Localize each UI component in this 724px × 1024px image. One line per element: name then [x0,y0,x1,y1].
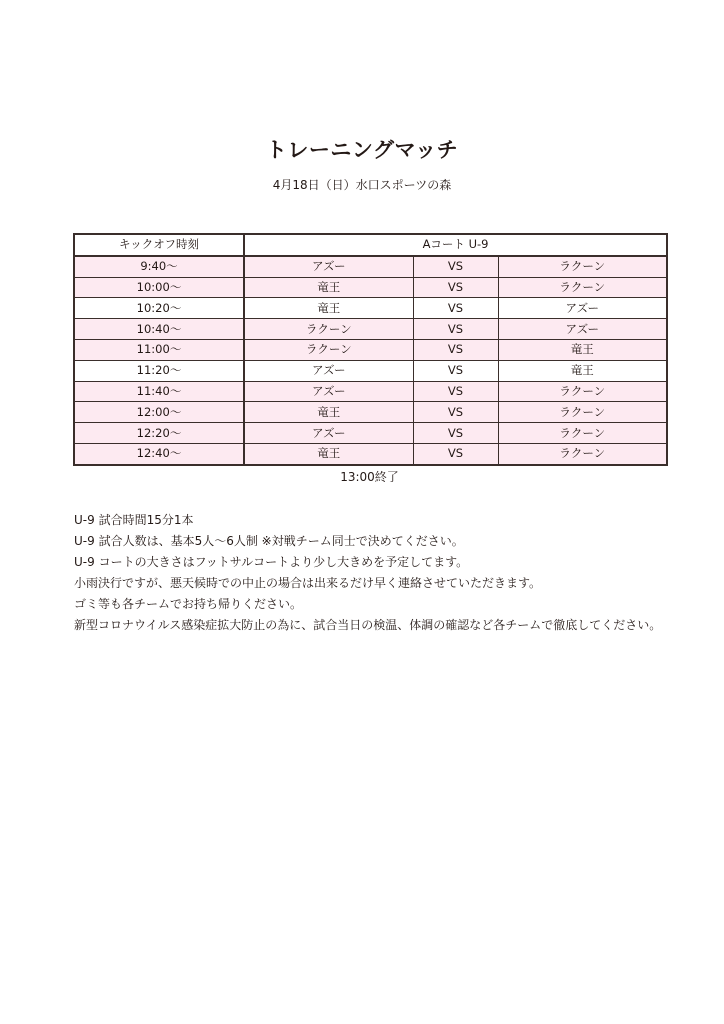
team2-cell: ラクーン [498,381,667,402]
team2-cell: 竜王 [498,339,667,360]
vs-cell: VS [413,443,498,464]
table-row [74,443,667,464]
team2-cell: ラクーン [498,402,667,423]
event-date-venue: 4月18日（日）水口スポーツの森 [272,178,452,192]
table-row [74,423,667,444]
kickoff-time-cell: 11:40～ [74,381,244,402]
vs-cell: VS [413,256,498,277]
note-item: U-9 試合時間15分1本 [74,513,194,527]
vs-cell: VS [413,298,498,319]
kickoff-time-cell: 10:40～ [74,319,244,340]
vs-cell: VS [413,423,498,444]
team1-cell: 竜王 [244,298,413,319]
kickoff-time-cell: 11:20～ [74,360,244,381]
table-header-row [74,234,667,256]
team2-cell: ラクーン [498,443,667,464]
notes-list [74,510,661,636]
vs-cell: VS [413,319,498,340]
kickoff-time-cell: 10:00～ [74,277,244,298]
team1-cell: 竜王 [244,443,413,464]
kickoff-time-cell: 10:20～ [74,298,244,319]
team1-cell: ラクーン [244,339,413,360]
table-body [74,256,667,465]
team2-cell: アズー [498,298,667,319]
table-row [74,319,667,340]
table-row [74,298,667,319]
vs-cell: VS [413,360,498,381]
vs-cell: VS [413,339,498,360]
table-row [74,381,667,402]
note-item: U-9 コートの大きさはフットサルコートより少し大きめを予定してます。 [74,555,469,569]
note-item: ゴミ等も各チームでお持ち帰りください。 [74,597,303,611]
table-row [74,402,667,423]
vs-cell: VS [413,402,498,423]
vs-cell: VS [413,277,498,298]
team1-cell: 竜王 [244,402,413,423]
note-item: U-9 試合人数は、基本5人～6人制 ※対戦チーム同士で決めてください。 [74,534,464,548]
team1-cell: ラクーン [244,319,413,340]
kickoff-time-cell: 12:40～ [74,443,244,464]
kickoff-time-cell: 12:00～ [74,402,244,423]
team2-cell: ラクーン [498,277,667,298]
team1-cell: アズー [244,256,413,277]
page-title: トレーニングマッチ [265,138,459,162]
header-kickoff-time: キックオフ時刻 [74,234,244,256]
team2-cell: アズー [498,319,667,340]
kickoff-time-cell: 12:20～ [74,423,244,444]
team1-cell: アズー [244,423,413,444]
note-item: 新型コロナウイルス感染症拡大防止の為に、試合当日の検温、体調の確認など各チームで徹底してください。 [74,618,662,632]
note-item: 小雨決行ですが、悪天候時での中止の場合は出来るだけ早く連絡させていただきます。 [74,576,542,590]
match-schedule-table [73,233,668,466]
end-time-note: 13:00終了 [340,470,399,484]
kickoff-time-cell: 11:00～ [74,339,244,360]
team2-cell: ラクーン [498,423,667,444]
team1-cell: 竜王 [244,277,413,298]
team2-cell: 竜王 [498,360,667,381]
table-row [74,360,667,381]
header-court: Aコート U-9 [244,234,667,256]
table-row [74,256,667,277]
table-row [74,277,667,298]
kickoff-time-cell: 9:40～ [74,256,244,277]
table-row [74,339,667,360]
team1-cell: アズー [244,381,413,402]
team2-cell: ラクーン [498,256,667,277]
vs-cell: VS [413,381,498,402]
team1-cell: アズー [244,360,413,381]
